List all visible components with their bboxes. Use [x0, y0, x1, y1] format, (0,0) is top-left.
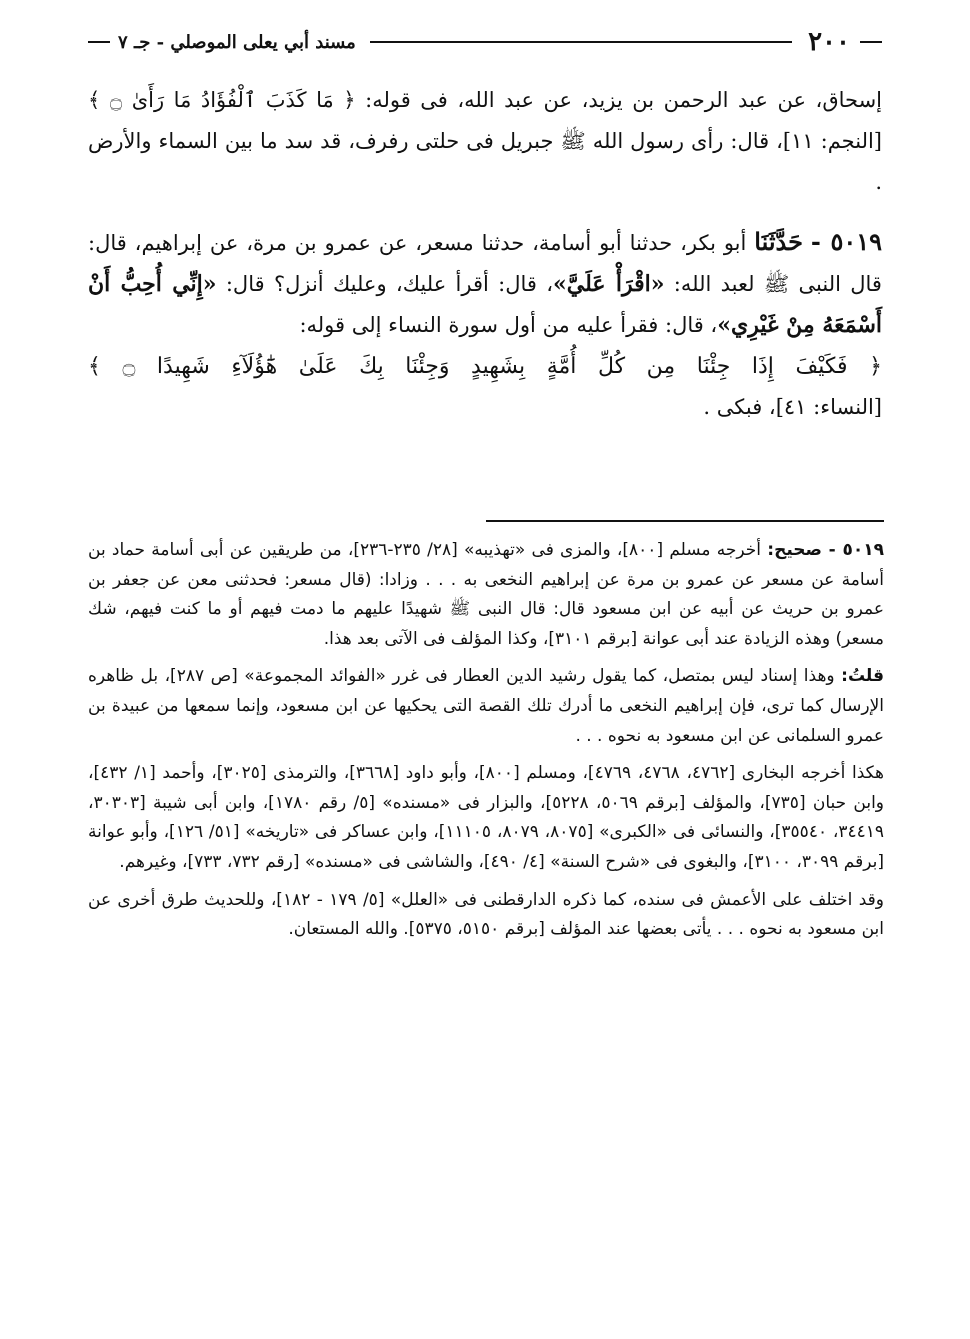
header-dash-end: [88, 41, 110, 43]
footnote-separator: [486, 520, 884, 522]
hadith-text-a: ، قال: أقرأ عليك، وعليك أنزل؟ قال:: [225, 272, 554, 296]
hadith-text-b: ، قال: فقرأ عليه من أول سورة النساء إلى قوله:: [299, 313, 718, 337]
book-title: مسند أبي يعلى الموصلي - جـ ٧: [118, 31, 356, 53]
prophet-quote-2: «إِنِّي أُحِبُّ أَنْ أَسْمَعَهُ مِنْ غَيْرِي»: [88, 271, 882, 338]
prophet-quote-1: «اقْرَأْ عَلَيَّ»: [553, 271, 665, 297]
footnote-takhrij-text: أخرجه مسلم [٨٠٠]، والمزى فى «تهذيبه» [٢٨/ ٢٣٥-٢٣٦]، من طريقين عن أبى أسامة حماد بن أسامة عن مسعر عن عمرو بن مرة عن إبراهيم النخعى به . . . وزادا: (قال مسعر: فحدثنى معن عن جعفر بن عمرو بن حريث عن أبيه عن ابن مسعود قال: قال النبى ﷺ شهيدًا عليهم ما دمت فيهم أو ما كنت فيهم، شك مسعر) وهذه الزيادة عند أبى عوانة [برقم ٣١٠١]، وكذا المؤلف فى الآتى بعد هذا.: [88, 540, 884, 649]
footnote-gap: [88, 878, 884, 886]
main-text: [88, 80, 882, 428]
footnote-takhrij: [88, 536, 884, 654]
footnote-gap: [88, 654, 884, 662]
header-rule: [370, 41, 792, 43]
paragraph-continuation: إسحاق، عن عبد الرحمن بن يزيد، عن عبد الله، فى قوله: ﴿ مَا كَذَبَ ٱلْفُؤَادُ مَا رَأَىٰ ۝ ﴾ [النجم: ١١]، قال: رأى رسول الله ﷺ جبريل فى حلتى رفرف، قد سد ما بين السماء والأرض .: [88, 88, 883, 194]
paragraph-gap: [88, 203, 882, 221]
footnote-sources: هكذا أخرجه البخارى [٤٧٦٢، ٤٧٦٨، ٤٧٦٩]، ومسلم [٨٠٠]، وأبو داود [٣٦٦٨]، والترمذى [٣٠٢٥]، وأحمد [١/ ٤٣٢]، وابن حبان [٧٣٥]، والمؤلف [برقم ٥٠٦٩، ٥٢٢٨]، والبزار فى «مسنده» [٥/ رقم ١٧٨٠]، وابن أبى شيبة [٣٠٣٠٣، ٣٤٤١٩، ٣٥٥٤٠]، والنسائى فى «الكبرى» [٨٠٧٥، ٨٠٧٩، ١١١٠٥]، وابن عساكر فى «تاريخه» [٥١/ ١٢٦]، وأبو عوانة [برقم ٣٠٩٩، ٣١٠٠]، والبغوى فى «شرح السنة» [٤/ ٤٩٠]، والشاشى فى «مسنده» [رقم ٧٣٢، ٧٣٣]، وغيرهم.: [88, 763, 885, 872]
haddathana-word: حَدَّثَنَا: [754, 227, 803, 256]
footnote-gap: [88, 751, 884, 759]
isnad-text: أبو بكر، حدثنا أبو أسامة، حدثنا مسعر، عن عمرو بن مرة، عن إبراهيم، قال: قال النبى ﷺ لعبد الله:: [88, 231, 882, 296]
header-dash: [860, 41, 882, 43]
hadith-number: ٥٠١٩ -: [810, 227, 882, 256]
verse-reference: [النساء: ٤١]، فبكى .: [703, 395, 882, 419]
quran-verse: ﴿ فَكَيْفَ إِذَا جِئْنَا مِن كُلِّ أُمَّةٍ بِشَهِيدٍ وَجِئْنَا بِكَ عَلَىٰ هَٰٓؤُلَآءِ شَهِيدًا ۝ ﴾: [88, 354, 882, 379]
footnote-comment-text: وهذا إسناد ليس بمتصل، كما يقول رشيد الدين العطار فى غرر «الفوائد المجموعة» [ص ٢٨٧]، بل ظاهره الإرسال كما ترى، فإن إبراهيم النخعى ما أدرك تلك القصة التى يحكيها عن ابن مسعود، وإنما سمعها من عبيدة بن عمرو السلمانى عن ابن مسعود به نحوه . . .: [88, 666, 884, 746]
footnote-ilal: وقد اختلف على الأعمش فى سنده، كما ذكره الدارقطنى فى «العلل» [٥/ ١٧٩ - ١٨٢]، وللحديث طرق أخرى عن ابن مسعود به نحوه . . . يأتى بعضها عند المؤلف [برقم ٥١٥٠، ٥٣٧٥]. والله المستعان.: [88, 889, 884, 940]
page-number: ٢٠٠: [808, 27, 850, 57]
hadith-paragraph: [88, 221, 882, 346]
footnote-comment: [88, 662, 884, 751]
qultu-label: قلتُ:: [841, 666, 885, 687]
footnote-heading: ٥٠١٩ - صحيح:: [767, 540, 885, 560]
footnotes: [88, 536, 884, 945]
running-header: [88, 22, 882, 62]
